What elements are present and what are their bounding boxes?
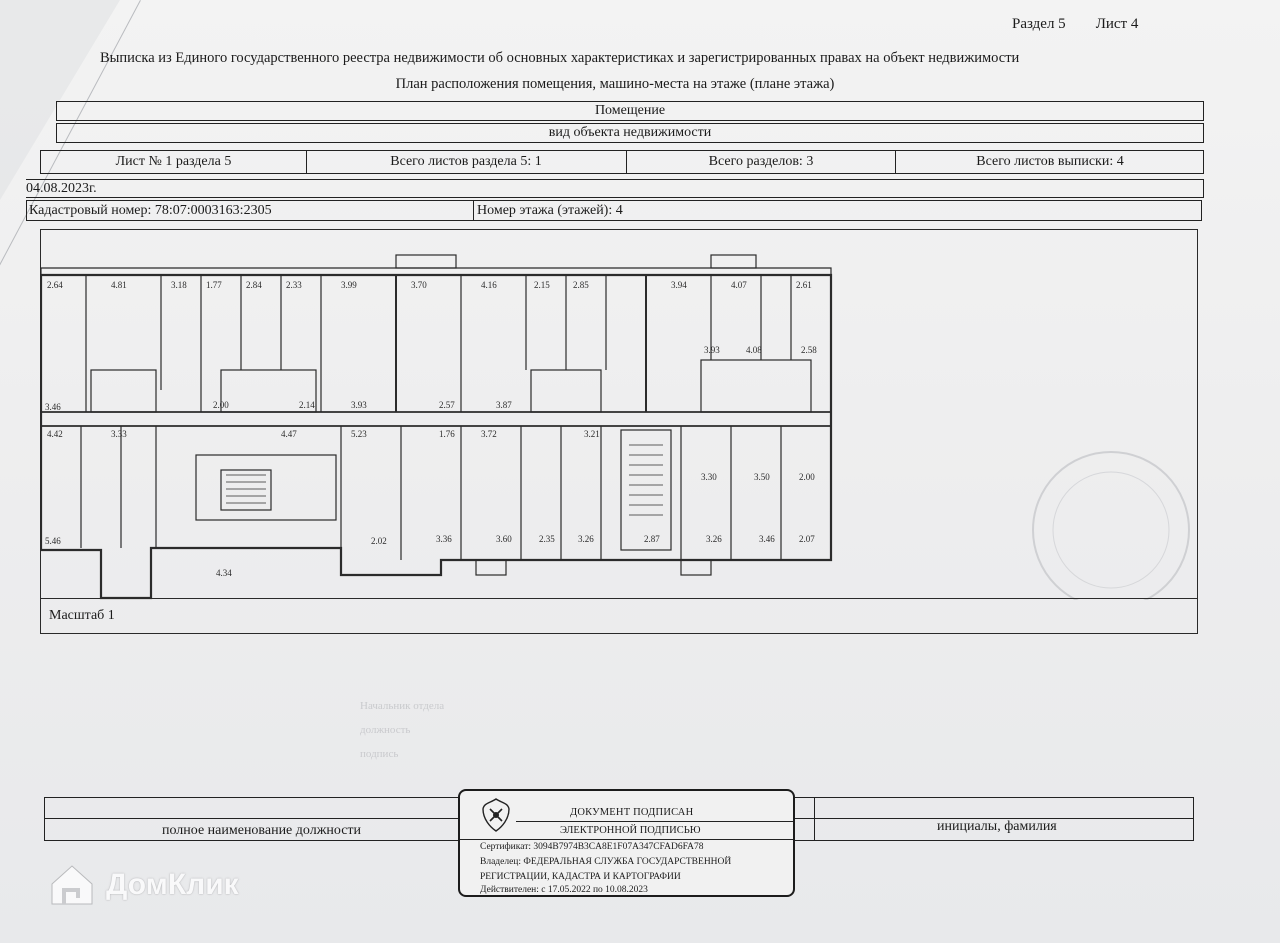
dim-label: 2.33 [286, 280, 302, 290]
dim-label: 3.18 [171, 280, 187, 290]
dim-label: 3.50 [754, 472, 770, 482]
dim-label: 4.47 [281, 429, 297, 439]
section-sheet-header [1012, 16, 1168, 33]
dim-label: 2.00 [213, 400, 229, 410]
stamp-line-1: ДОКУМЕНТ ПОДПИСАН [570, 807, 694, 818]
dim-label: 5.46 [45, 536, 61, 546]
stamp-certificate: Сертификат: 3094B7974B3CA8E1F07A347CFAD6FA78 [480, 842, 704, 852]
object-name: Помещение [594, 103, 666, 118]
scale-row [41, 598, 1197, 633]
dim-label: 2.85 [573, 280, 589, 290]
cadastral-number: Кадастровый номер: 78:07:0003163:2305 [29, 202, 272, 218]
coat-of-arms-icon [480, 797, 512, 833]
sheet-number: Лист № 1 раздела 5 [115, 154, 232, 169]
ghost-text: Начальник отдела [360, 700, 445, 712]
document-title: Выписка из Единого государственного реестра недвижимости об основных характеристиках и зарегистрированных правах на объект недвижимости [100, 50, 1020, 66]
section-label: Раздел 5 [1012, 16, 1066, 32]
dim-label: 2.15 [534, 280, 550, 290]
dim-label: 4.34 [216, 568, 232, 578]
e-signature-stamp [458, 789, 795, 897]
dim-label: 3.87 [496, 400, 512, 410]
object-kind-row [56, 123, 1204, 143]
domclick-watermark [48, 862, 239, 908]
dim-label: 3.46 [759, 534, 775, 544]
position-label: полное наименование должности [162, 823, 362, 838]
dim-label: 2.02 [371, 536, 387, 546]
dim-label: 3.99 [341, 280, 357, 290]
floor-plan-frame [40, 229, 1198, 634]
dim-label: 3.93 [704, 345, 720, 355]
stamp-owner-2: РЕГИСТРАЦИИ, КАДАСТРА И КАРТОГРАФИИ [480, 872, 681, 882]
stamp-validity: Действителен: с 17.05.2022 по 10.08.2023 [480, 885, 648, 895]
floor-plan-drawing [41, 230, 1197, 600]
dim-label: 1.76 [439, 429, 455, 439]
faint-seal-icon [1033, 452, 1189, 600]
stamp-line-2: ЭЛЕКТРОННОЙ ПОДПИСЬЮ [560, 825, 701, 836]
dim-label: 1.77 [206, 280, 222, 290]
floor-number: Номер этажа (этажей): 4 [477, 202, 623, 218]
dim-label: 2.35 [539, 534, 555, 544]
ghost-text: должность [360, 724, 411, 736]
total-sheets-extract: Всего листов выписки: 4 [976, 154, 1124, 169]
dim-label: 3.33 [111, 429, 127, 439]
extract-date: 04.08.2023г. [26, 180, 97, 196]
dim-label: 3.21 [584, 429, 600, 439]
object-name-row [56, 101, 1204, 121]
sheet-label: Лист 4 [1095, 16, 1139, 32]
dim-label: 2.07 [799, 534, 815, 544]
cadastral-row [26, 200, 1202, 221]
dim-label: 2.64 [47, 280, 63, 290]
object-kind: вид объекта недвижимости [548, 125, 712, 140]
house-logo-icon [48, 862, 96, 908]
dim-label: 3.60 [496, 534, 512, 544]
dim-label: 2.14 [299, 400, 315, 410]
date-row [26, 179, 1204, 198]
dim-label: 5.23 [351, 429, 367, 439]
dim-label: 4.81 [111, 280, 127, 290]
dim-label: 3.26 [706, 534, 722, 544]
document-subtitle: План расположения помещения, машино-места на этаже (плане этажа) [395, 76, 835, 92]
dim-label: 3.36 [436, 534, 452, 544]
dim-label: 3.94 [671, 280, 687, 290]
dim-label: 3.46 [45, 402, 61, 412]
dim-label: 2.57 [439, 400, 455, 410]
dim-label: 2.00 [799, 472, 815, 482]
dim-label: 2.61 [796, 280, 812, 290]
dim-label: 3.72 [481, 429, 497, 439]
watermark-text: ДомКлик [106, 868, 239, 901]
dim-label: 4.07 [731, 280, 747, 290]
sheet-info-row [40, 150, 1204, 174]
initials-label: инициалы, фамилия [937, 819, 1057, 834]
total-sections: Всего разделов: 3 [708, 154, 814, 169]
dim-label: 4.16 [481, 280, 497, 290]
dim-label: 3.30 [701, 472, 717, 482]
dim-label: 2.58 [801, 345, 817, 355]
dim-label: 2.84 [246, 280, 262, 290]
total-sheets-section: Всего листов раздела 5: 1 [390, 154, 542, 169]
dim-label: 4.08 [746, 345, 762, 355]
dim-label: 4.42 [47, 429, 63, 439]
stamp-owner-1: Владелец: ФЕДЕРАЛЬНАЯ СЛУЖБА ГОСУДАРСТВЕННОЙ [480, 857, 732, 867]
dim-label: 2.87 [644, 534, 660, 544]
dim-label: 3.26 [578, 534, 594, 544]
dim-label: 3.70 [411, 280, 427, 290]
scale-label: Масштаб 1 [49, 608, 115, 623]
ghost-text: подпись [360, 748, 399, 760]
dim-label: 3.93 [351, 400, 367, 410]
